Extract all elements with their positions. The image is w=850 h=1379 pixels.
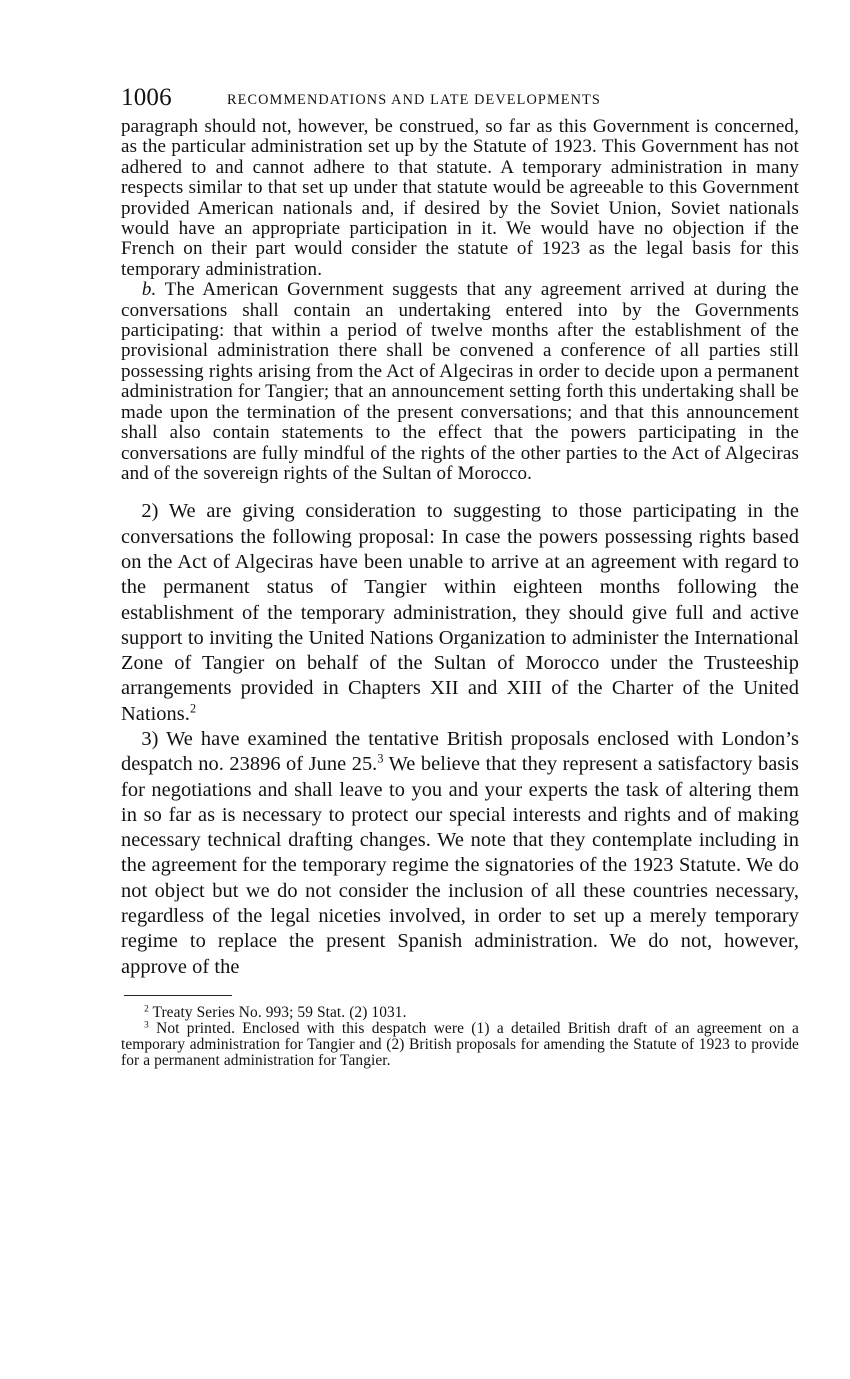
paragraph-2	[121, 499, 799, 727]
paragraph-3-text-b: We believe that they represent a satisfactory basis for negotiations and shall leave to you and your experts the task of altering them in so far as is necessary to protect our special interests and rights and of making necessary technical drafting changes. We note that they contemplate including in the agreement for the temporary regime the signatories of the 1923 Statute. We do not object but we do not consider the inclusion of all these countries necessary, regardless of the legal niceties involved, in order to set up a merely temporary regime to replace the present Spanish administration. We do not, however, approve of the	[121, 753, 799, 978]
paragraph-b	[121, 280, 799, 484]
footnotes	[121, 1005, 799, 1069]
document-page	[121, 84, 799, 1069]
body-text	[121, 499, 799, 980]
page-header	[121, 84, 799, 116]
footnote-3-mark: 3	[144, 1019, 149, 1030]
paragraph-3-text-a: 3) We have examined the tentative British proposals enclosed with London’s despatch no. 23896 of June 25.	[121, 727, 799, 776]
footnote-ref-2: 2	[189, 701, 197, 716]
paragraph-b-label: b.	[141, 279, 157, 301]
footnote-2-mark: 2	[144, 1003, 149, 1014]
footnote-ref-3: 3	[377, 751, 384, 766]
quoted-proposal-text	[121, 117, 799, 484]
paragraph-3	[121, 727, 799, 980]
footnote-3-text: Not printed. Enclosed with this despatch were (1) a detailed British draft of an agreement on a temporary administration for Tangier and (2) British proposals for amending the Statute of 1923 to provide for a permanent administration for Tangier.	[121, 1019, 799, 1069]
page-number: 1006	[121, 84, 172, 111]
paragraph-2-text: 2) We are giving consideration to suggesting to those participating in the conversations the following proposal: In case the powers possessing rights based on the Act of Algeciras have been unable to arrive at an agreement with regard to the permanent status of Tangier within eighteen months following the establishment of the temporary administration, they should give full and active support to inviting the United Nations Organization to administer the International Zone of Tangier on behalf of the Sultan of Morocco under the Trusteeship arrangements provided in Chapters XII and XIII of the Charter of the United Nations.	[121, 500, 799, 725]
running-head: RECOMMENDATIONS AND LATE DEVELOPMENTS	[227, 92, 601, 108]
footnote-2	[121, 1005, 799, 1021]
paragraph-a-continuation: paragraph should not, however, be construed, so far as this Government is concerned, as the particular administration set up by the Statute of 1923. This Government has not adhered to and cannot adhere to that statute. A temporary administration in many respects similar to that set up under that statute would be agreeable to this Government provided American nationals and, if desired by the Soviet Union, Soviet nationals would have an appropriate participation in it. We would have no objection if the French on their part would consider the statute of 1923 as the legal basis for this temporary administration.	[121, 116, 799, 280]
footnote-2-text: Treaty Series No. 993; 59 Stat. (2) 1031.	[148, 1003, 407, 1021]
paragraph-b-text: The American Government suggests that any agreement arrived at during the conversations shall contain an undertaking entered into by the Governments participating: that within a period of twelve months after the establishment of the provisional administration there shall be convened a conference of all parties still possessing rights arising from the Act of Algeciras in order to decide upon a permanent administration for Tangier; that an announcement setting forth this undertaking shall be made upon the termination of the present conversations; and that this announcement shall also contain statements to the effect that the powers participating in the conversations are fully mindful of the rights of the other parties to the Act of Algeciras and of the sovereign rights of the Sultan of Morocco.	[121, 279, 799, 484]
footnote-rule	[124, 995, 232, 996]
footnote-3	[121, 1021, 799, 1069]
